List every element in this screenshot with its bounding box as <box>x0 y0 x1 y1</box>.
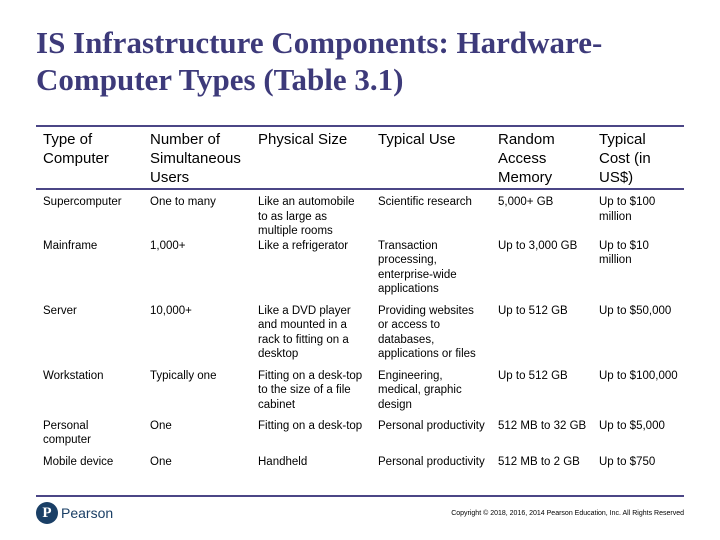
computer-types-table <box>36 127 684 495</box>
cell-use: Scientific research <box>378 196 472 208</box>
cell-users: 1,000+ <box>150 239 186 252</box>
cell-memory: Up to 512 GB <box>498 304 568 317</box>
cell-type: Mobile device <box>43 455 114 468</box>
cell-use: Transaction processing, enterprise-wide applications <box>378 239 457 295</box>
cell-memory: 512 MB to 2 GB <box>498 455 580 468</box>
table-bottom-rule <box>36 495 684 497</box>
cell-size: Fitting on a desk-top <box>258 419 363 432</box>
copyright-notice: Copyright © 2018, 2016, 2014 Pearson Education, Inc. All Rights Reserved <box>451 510 684 517</box>
cell-memory: Up to 3,000 GB <box>498 239 578 252</box>
cell-cost: Up to $100 million <box>599 196 656 223</box>
table-row <box>36 188 684 239</box>
cell-type: Mainframe <box>43 239 98 252</box>
cell-users: One to many <box>150 196 216 208</box>
table-row <box>36 419 684 455</box>
table-row <box>36 455 684 495</box>
header-cost: Typical Cost (in US$) <box>599 131 651 186</box>
cell-type: Workstation <box>43 369 104 382</box>
cell-size: Fitting on a desk-top to the size of a file cabinet <box>258 369 363 411</box>
header-size: Physical Size <box>258 131 348 148</box>
cell-use: Personal productivity <box>378 419 485 432</box>
cell-use: Personal productivity <box>378 455 485 468</box>
cell-users: 10,000+ <box>150 304 192 317</box>
cell-users: One <box>150 455 172 468</box>
slide-title: IS Infrastructure Components: Hardware-Computer Types (Table 3.1) <box>36 25 603 97</box>
cell-cost: Up to $50,000 <box>599 304 672 317</box>
cell-memory: 5,000+ GB <box>498 196 554 208</box>
cell-type: Personal computer <box>43 419 91 446</box>
cell-users: Typically one <box>150 369 217 382</box>
table-header-row <box>36 127 684 188</box>
cell-use: Engineering, medical, graphic design <box>378 369 462 411</box>
pearson-logo <box>36 501 113 525</box>
header-memory: Random Access Memory <box>498 131 555 186</box>
cell-size: Handheld <box>258 455 308 468</box>
cell-type: Supercomputer <box>43 196 122 208</box>
table-row <box>36 369 684 419</box>
header-type: Type of Computer <box>43 131 109 167</box>
pearson-logo-mark: P <box>36 502 58 524</box>
table-row <box>36 304 684 369</box>
cell-cost: Up to $750 <box>599 455 656 468</box>
cell-cost: Up to $100,000 <box>599 369 678 382</box>
cell-size: Like a refrigerator <box>258 239 349 252</box>
cell-use: Providing websites or access to databases, applications or files <box>378 304 476 360</box>
header-use: Typical Use <box>378 131 456 148</box>
table-row <box>36 239 684 304</box>
cell-size: Like a DVD player and mounted in a rack to fitting on a desktop <box>258 304 351 360</box>
cell-memory: Up to 512 GB <box>498 369 568 382</box>
cell-type: Server <box>43 304 77 317</box>
cell-size: Like an automobile to as large as multiple rooms <box>258 196 355 237</box>
pearson-logo-text: Pearson <box>61 505 114 521</box>
cell-cost: Up to $10 million <box>599 239 649 266</box>
cell-memory: 512 MB to 32 GB <box>498 419 587 432</box>
cell-cost: Up to $5,000 <box>599 419 665 432</box>
cell-users: One <box>150 419 172 432</box>
header-users: Number of Simultaneous Users <box>150 131 241 186</box>
